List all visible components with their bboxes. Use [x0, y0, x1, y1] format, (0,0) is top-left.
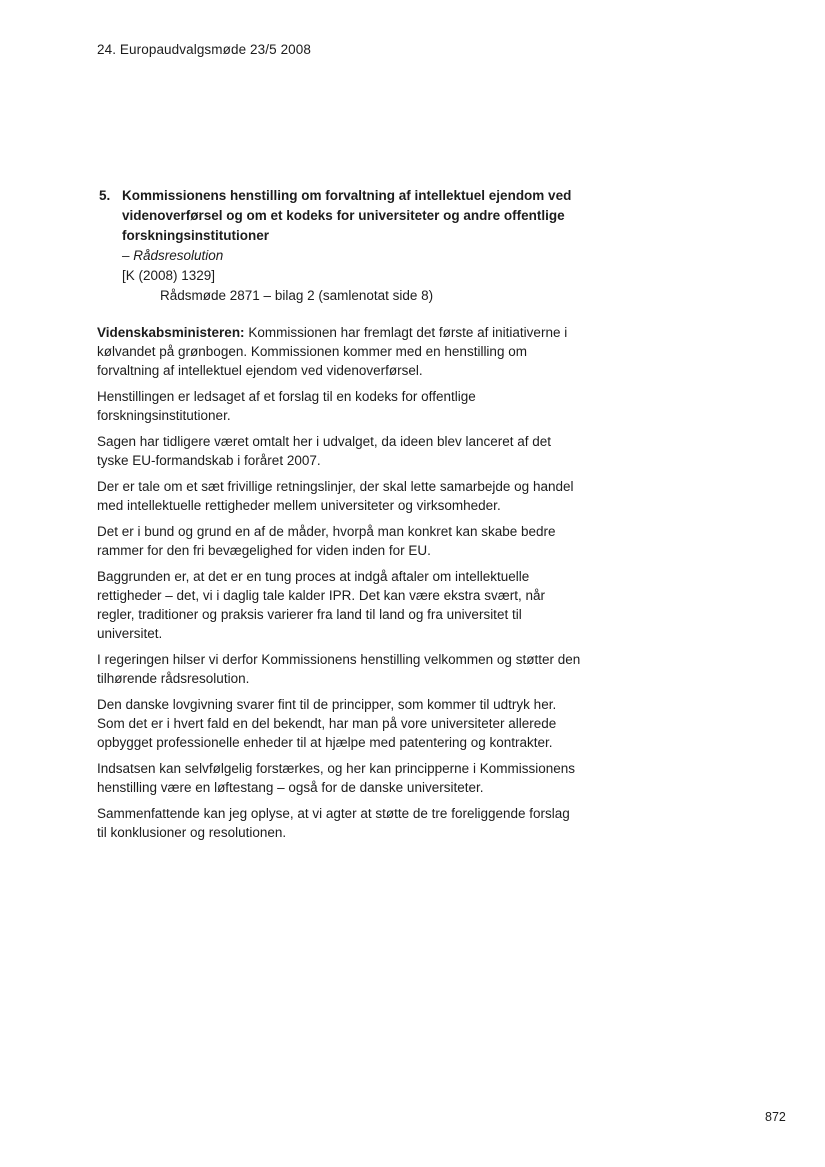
paragraph: Der er tale om et sæt frivillige retningslinjer, der skal lette samarbejde og handel med intellektuelle rettigheder mellem universiteter og virksomheder. — [97, 479, 574, 513]
item-reference: [K (2008) 1329] — [122, 268, 216, 283]
paragraph: Sammenfattende kan jeg oplyse, at vi agter at støtte de tre foreliggende forslag til konklusioner og resolutionen. — [97, 806, 570, 840]
speech-body — [97, 323, 581, 849]
agenda-item — [99, 186, 599, 306]
item-subtitle: – Rådsresolution — [122, 248, 224, 263]
item-number: 5. — [99, 188, 111, 203]
paragraph: Henstillingen er ledsaget af et forslag til en kodeks for offentlige forskningsinstitutioner. — [97, 389, 476, 423]
paragraph: Sagen har tidligere været omtalt her i udvalget, da ideen blev lanceret af det tyske EU-formandskab i foråret 2007. — [97, 434, 552, 468]
speaker-name: Videnskabsministeren: — [97, 325, 245, 340]
agenda-item-title-row — [99, 186, 599, 246]
paragraph: I regeringen hilser vi derfor Kommissionens henstilling velkommen og støtter den tilhørende rådsresolution. — [97, 652, 581, 686]
paragraph-text: Kommissionen har fremlagt det første af initiativerne i kølvandet på grønbogen. Kommissionen kommer med en henstilling om forvaltning af intellektuel ejendom ved videnoverførsel. — [97, 325, 568, 378]
item-title: Kommissionens henstilling om forvaltning af intellektuel ejendom ved videnoverførsel og om et kodeks for universiteter og andre offentlige forskningsinstitutioner — [122, 188, 572, 243]
paragraph: Baggrunden er, at det er en tung proces at indgå aftaler om intellektuelle rettigheder – det, vi i daglig tale kalder IPR. Det kan være ekstra svært, når regler, traditioner og praksis varierer fra land til land og fra universitet til universitet. — [97, 569, 545, 641]
page-header: 24. Europaudvalgsmøde 23/5 2008 — [97, 42, 311, 57]
paragraph — [97, 323, 581, 380]
paragraph: Indsatsen kan selvfølgelig forstærkes, og her kan principperne i Kommissionens henstilling være en løftestang – også for de danske universiteter. — [97, 761, 575, 795]
paragraph: Den danske lovgivning svarer fint til de principper, som kommer til udtryk her. Som det er i hvert fald en del bekendt, har man på vore universiteter allerede opbygget professionelle enheder til at hjælpe med patentering og kontrakter. — [97, 697, 557, 750]
paragraph: Det er i bund og grund en af de måder, hvorpå man konkret kan skabe bedre rammer for den fri bevægelighed for viden inden for EU. — [97, 524, 556, 558]
page-number: 872 — [765, 1110, 786, 1124]
item-meeting-reference: Rådsmøde 2871 – bilag 2 (samlenotat side 8) — [160, 288, 434, 303]
